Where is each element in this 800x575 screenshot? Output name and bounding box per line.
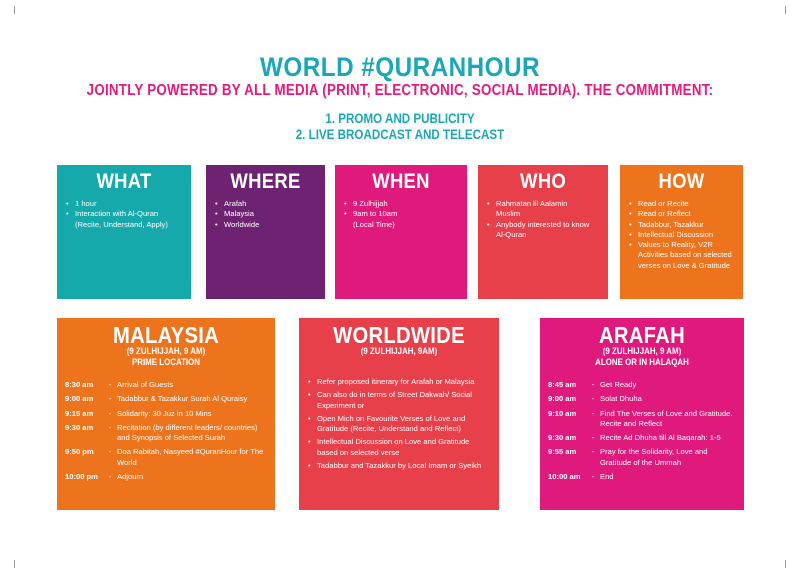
arafah-date: (9 ZULHIJJAH, 9 AM): [602, 346, 682, 356]
who-list: [486, 199, 600, 240]
schedule-row: 9:55 am - Pray for the Solidarity, Love and Gratitude of the Ummah: [548, 447, 736, 468]
schedule-activity: Doa Rabitah, Nasyeed #QuranHour for The World: [117, 447, 264, 467]
where-box: [206, 165, 325, 299]
schedule-activity: Adjourn: [117, 472, 144, 482]
schedule-activity: Pray for the Solidarity, Love and Gratitude of the Ummah: [600, 447, 708, 467]
when-list: [343, 199, 459, 230]
schedule-row: 9:00 am - Tadabbur & Tazakkur Surah Al Quraisy: [65, 394, 267, 404]
page-title: WORLD #QURANHOUR: [260, 52, 540, 82]
schedule-row: 8:45 am - Get Ready: [548, 380, 736, 390]
crop-mark-top-left: [14, 6, 22, 14]
malaysia-date: (9 ZULHIJJAH, 9 AM): [126, 346, 206, 356]
who-heading: WHO: [520, 170, 566, 193]
arafah-heading: ARAFAH: [599, 322, 685, 348]
list-item: • Read or Reflect: [628, 209, 735, 219]
schedule-row: 9:15 am - Solidarity: 30 Juz in 10 Mins: [65, 409, 267, 419]
list-item: • 1 hour: [65, 199, 183, 209]
list-item: • Malaysia: [214, 209, 317, 219]
list-item: • Tadabbur, Tazakkur: [628, 220, 735, 230]
schedule-activity: Get Ready: [600, 380, 637, 389]
schedule-time: 9:55 am: [548, 447, 577, 457]
list-item: • Tadabbur and Tazakkur by Local Imam or Syeikh: [307, 461, 491, 471]
schedule-time: 9:50 pm: [65, 447, 94, 457]
list-item: • 9 Zulhijjah: [343, 199, 419, 209]
list-item: • Open Mich on Favourite Verses of Love and Gratitude (Recite, Understand and Reflect): [307, 414, 491, 435]
schedule-activity: Recite Ad Dhuha till Al Baqarah: 1-5: [600, 433, 721, 443]
crop-mark-bottom-right: [778, 560, 786, 568]
schedule-time: 9:30 am: [65, 422, 94, 432]
schedule-row: 9:30 am - Recite Ad Dhuha till Al Baqarah: 1-5: [548, 433, 736, 443]
schedule-activity: Solidarity: 30 Juz in 10 Mins: [117, 408, 212, 418]
where-heading: WHERE: [230, 170, 301, 193]
who-box: [478, 165, 608, 299]
page-subtitle: JOINTLY POWERED BY ALL MEDIA (PRINT, ELECTRONIC, SOCIAL MEDIA). THE COMMITMENT:: [86, 82, 714, 99]
schedule-row: 9:30 am - Recitation (by different leaders/ countries) and Synopsis of Selected Surah: [65, 423, 267, 444]
list-item: • 9am to 10am (Local Time): [343, 209, 419, 230]
schedule-row: 9:00 am - Solat Dhuha: [548, 394, 736, 404]
schedule-row: 10:00 am - End: [548, 472, 736, 482]
schedule-activity: End: [600, 472, 614, 482]
list-item: • Intellectual Discussion: [628, 230, 735, 240]
worldwide-date: (9 ZULHIJJAH, 9AM): [360, 346, 438, 356]
schedule-row: 9:50 pm - Doa Rabitah, Nasyeed #QuranHour for The World: [65, 447, 267, 468]
arafah-schedule: [548, 380, 736, 482]
list-item: • Intellectual Discussion on Love and Gratitude based on selected verse: [307, 437, 491, 458]
schedule-activity: Arrival of Guests: [117, 380, 174, 389]
worldwide-box: [299, 318, 499, 510]
list-item: • Read or Recite: [628, 199, 735, 209]
how-heading: HOW: [658, 170, 705, 193]
list-item: • Interaction with Al-Quran (Recite, Understand, Apply): [65, 209, 183, 230]
schedule-activity: Find The Verses of Love and Gratitude. Recite and Reflect: [600, 408, 733, 428]
schedule-time: 9:00 am: [548, 394, 577, 404]
schedule-time: 9:00 am: [65, 394, 94, 404]
when-box: [335, 165, 467, 299]
what-list: [65, 199, 183, 230]
schedule-time: 9:15 am: [65, 408, 94, 418]
schedule-time: 8:45 am: [548, 380, 577, 389]
schedule-time: 10:00 am: [548, 472, 581, 482]
list-item: • Worldwide: [214, 220, 317, 230]
arafah-note: ALONE OR IN HALAQAH: [595, 357, 689, 367]
list-item: • Values to Reality, V2R Activities based on selected verses on Love & Gratitude: [628, 240, 735, 271]
list-item: • Rahmatan lil Aalamin Muslim: [486, 199, 590, 220]
schedule-time: 10:00 pm: [65, 472, 98, 482]
schedule-time: 9:10 am: [548, 408, 577, 418]
worldwide-list: [307, 377, 491, 471]
schedule-activity: Recitation (by different leaders/ countries) and Synopsis of Selected Surah: [117, 422, 258, 443]
list-item: • Refer proposed itinerary for Arafah or Malaysia: [307, 377, 491, 387]
crop-mark-bottom-left: [14, 560, 22, 568]
how-box: [620, 165, 743, 299]
commitment-2: 2. LIVE BROADCAST AND TELECAST: [295, 127, 505, 142]
list-item: • Can also do in terms of Street Dakwah/ Social Experiment or: [307, 390, 491, 411]
schedule-activity: Solat Dhuha: [600, 394, 642, 404]
schedule-row: 9:10 am - Find The Verses of Love and Gratitude. Recite and Reflect: [548, 409, 736, 430]
what-heading: WHAT: [96, 170, 152, 193]
list-item: • Arafah: [214, 199, 317, 209]
malaysia-schedule: [65, 380, 267, 482]
schedule-activity: Tadabbur & Tazakkur Surah Al Quraisy: [117, 394, 248, 404]
schedule-row: 8:30 am - Arrival of Guests: [65, 380, 267, 390]
schedule-time: 8:30 am: [65, 380, 94, 389]
how-list: [628, 199, 735, 271]
list-item: • Anybody interested to know Al-Quran: [486, 220, 590, 241]
arafah-box: [540, 318, 744, 510]
commitment-1: 1. PROMO AND PUBLICITY: [325, 111, 475, 126]
worldwide-heading: WORLDWIDE: [333, 322, 465, 348]
when-heading: WHEN: [372, 170, 430, 193]
malaysia-box: [57, 318, 275, 510]
crop-mark-top-right: [778, 6, 786, 14]
what-box: [57, 165, 191, 299]
malaysia-note: PRIME LOCATION: [131, 357, 201, 367]
where-list: [214, 199, 317, 230]
schedule-time: 9:30 am: [548, 433, 577, 443]
schedule-row: 10:00 pm - Adjourn: [65, 472, 267, 482]
malaysia-heading: MALAYSIA: [113, 322, 219, 348]
